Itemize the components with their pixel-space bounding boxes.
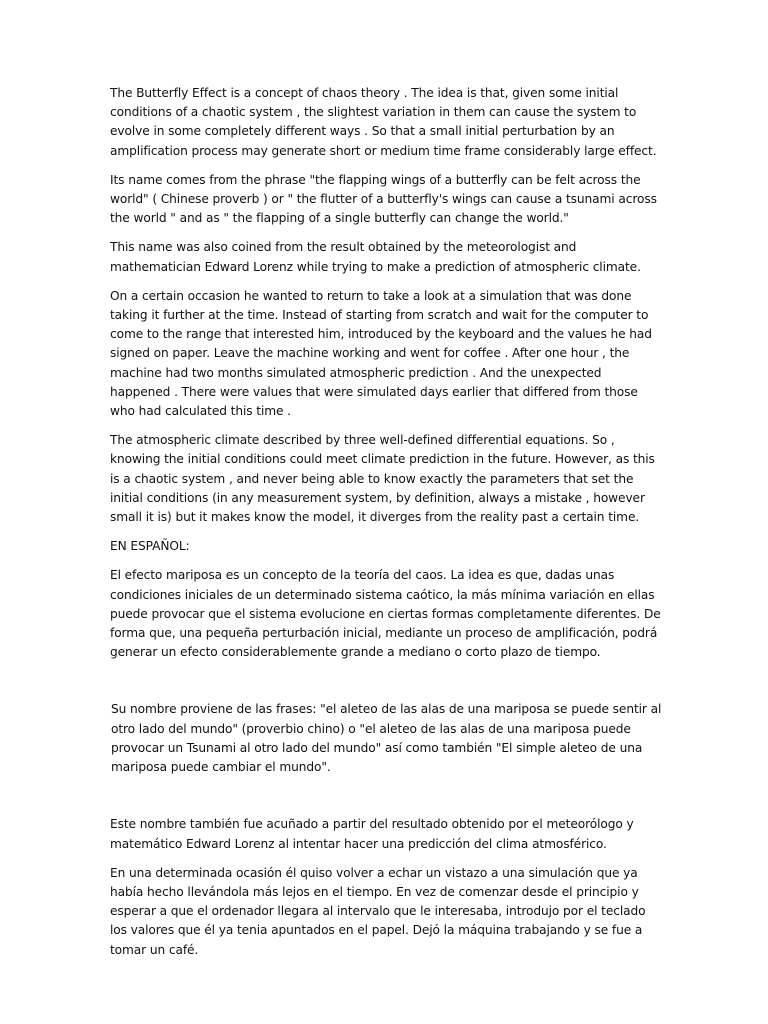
- paragraph-english-lorenz: This name was also coined from the result obtained by the meteorologist and mathematician Edward Lorenz while trying to make a prediction of atmospheric climate.: [110, 240, 641, 274]
- section-heading-spanish: EN ESPAÑOL:: [110, 539, 190, 554]
- paragraph-spanish-simulation: En una determinada ocasión él quiso volver a echar un vistazo a una simulación que ya había hecho llevándola más lejos en el tiempo. En vez de comenzar desde el principio y esperar a que el ordenador llegara al intervalo que le interesaba, introdujo por el teclado los valores que él ya tenia apuntados en el papel. Dejó la máquina trabajando y se fue a tomar un café.: [110, 865, 646, 957]
- paragraph-english-simulation: On a certain occasion he wanted to return to take a look at a simulation that was done taking it further at the time. Instead of starting from scratch and wait for the computer to come to the range that interested him, introduced by the keyboard and the values he had signed on paper. Leave the machine working and went for coffee . After one hour , the machine had two months simulated atmospheric prediction . And the unexpected happened . There were values that were simulated days earlier that differed from those who had calculated this time .: [110, 288, 652, 419]
- paragraph-spanish-lorenz: Este nombre también fue acuñado a partir del resultado obtenido por el meteorólogo y matemático Edward Lorenz al intentar hacer una predicción del clima atmosférico.: [110, 817, 634, 851]
- paragraph-spanish-name-origin: Su nombre proviene de las frases: "el aleteo de las alas de una mariposa se puede sentir al otro lado del mundo" (proverbio chino) o "el aleteo de las alas de una mariposa puede provocar un Tsunami al otro lado del mundo" así como también "El simple aleteo de una mariposa puede cambiar el mundo".: [111, 702, 662, 775]
- paragraph-english-intro: The Butterfly Effect is a concept of chaos theory . The idea is that, given some initial conditions of a chaotic system , the slightest variation in them can cause the system to evolve in some completely different ways . So that a small initial perturbation by an amplification process may generate short or medium time frame considerably large effect.: [110, 86, 657, 158]
- document-body: [110, 84, 662, 970]
- paragraph-spanish-intro: El efecto mariposa es un concepto de la teoría del caos. La idea es que, dadas unas condiciones iniciales de un determinado sistema caótico, la más mínima variación en ellas puede provocar que el sistema evolucione en ciertas formas completamente diferentes. De forma que, una pequeña perturbación inicial, mediante un proceso de amplificación, podrá generar un efecto considerablemente grande a mediano o corto plazo de tiempo.: [110, 568, 661, 660]
- paragraph-english-climate: The atmospheric climate described by three well-defined differential equations. So , knowing the initial conditions could meet climate prediction in the future. However, as this is a chaotic system , and never being able to know exactly the parameters that set the initial conditions (in any measurement system, by definition, always a mistake , however small it is) but it makes know the model, it diverges from the reality past a certain time.: [110, 433, 655, 525]
- paragraph-english-name-origin: Its name comes from the phrase "the flapping wings of a butterfly can be felt across the world" ( Chinese proverb ) or " the flutter of a butterfly's wings can cause a tsunami across the world " and as " the flapping of a single butterfly can change the world.": [110, 172, 657, 226]
